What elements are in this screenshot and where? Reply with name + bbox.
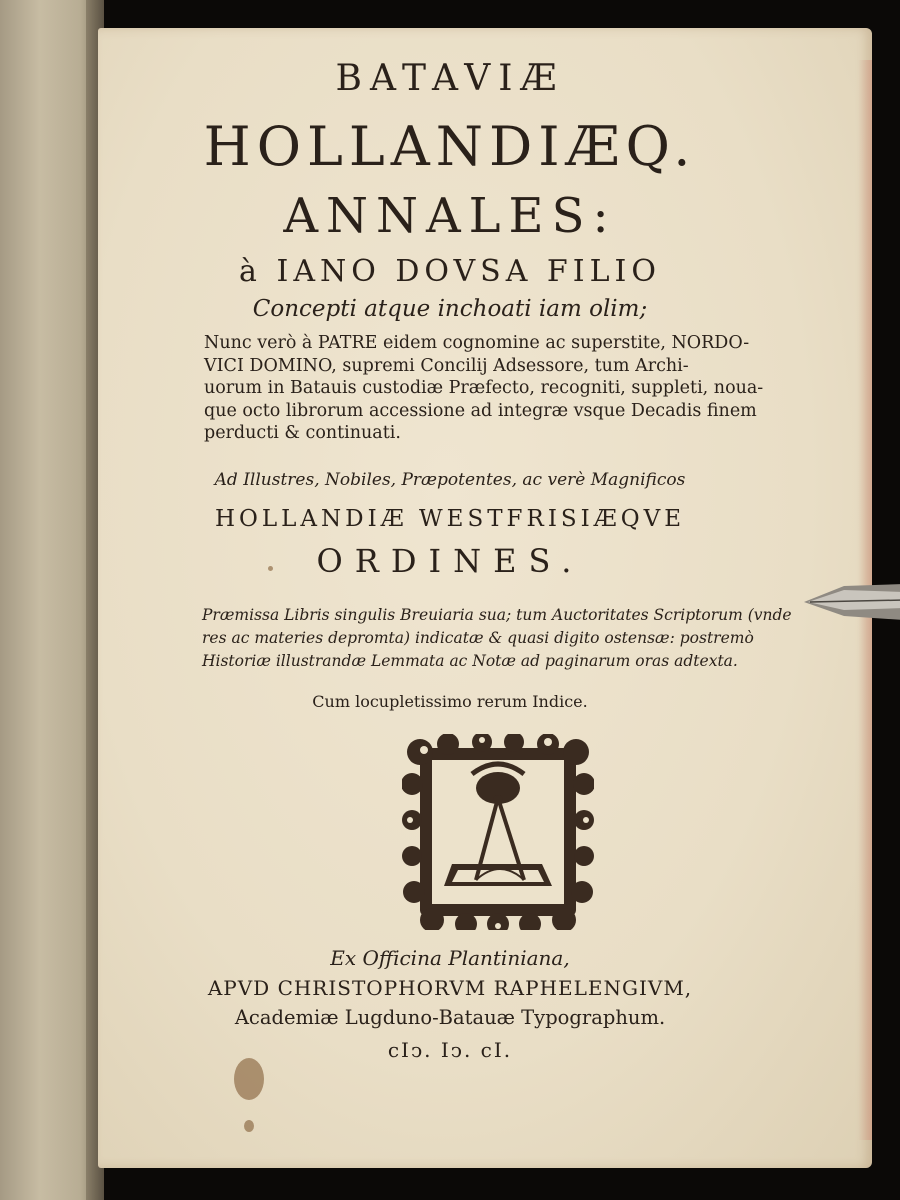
dedication-names: HOLLANDIÆ WESTFRISIÆQVE <box>214 506 686 532</box>
title-line-1: BATAVIÆ <box>335 58 565 99</box>
breviaria-line: Historiæ illustrandæ Lemmata ac Notæ ad paginarum oras adtexta. <box>202 652 738 670</box>
imprint-officina: Ex Officina Plantiniana, <box>330 946 570 970</box>
description-line: uorum in Batauis custodiæ Præfecto, recogniti, suppleti, noua- <box>204 378 764 398</box>
description-paragraph <box>204 332 804 445</box>
dedication-ordines: ORDINES. <box>316 542 584 580</box>
ink-stain <box>244 1120 254 1132</box>
description-line: VICI DOMINO, supremi Concilij Adsessore, tum Archi- <box>204 355 689 376</box>
author-line: à IANO DOVSA FILIO <box>239 254 661 289</box>
description-line: que octo librorum accessione ad integræ vsque Decadis finem <box>204 400 757 421</box>
description-line: perducti & continuati. <box>204 423 401 443</box>
breviaria-paragraph <box>202 604 802 673</box>
compass-printers-mark-icon <box>402 734 594 930</box>
description-line: Nunc verò à PATRE eidem cognomine ac superstite, NORDO- <box>204 333 750 353</box>
breviaria-line: res ac materies depromta) indicatæ & quasi digito ostensæ: postremò <box>202 629 754 647</box>
title-line-3: ANNALES: <box>283 188 617 244</box>
subtitle: Concepti atque inchoati iam olim; <box>252 296 648 322</box>
imprint-printer: APVD CHRISTOPHORVM RAPHELENGIVM, <box>207 976 693 1000</box>
imprint-academy: Academiæ Lugduno-Batauæ Typographum. <box>234 1006 666 1029</box>
imprint-date: cIↄ. Iↄ. cI. <box>387 1038 513 1062</box>
ink-stain <box>234 1058 264 1100</box>
breviaria-line: Præmissa Libris singulis Breuiaria sua; tum Auctoritates Scriptorum (vnde <box>202 606 792 624</box>
dedication-intro: Ad Illustres, Nobiles, Præpotentes, ac verè Magnificos <box>214 470 686 490</box>
title-line-2: HOLLANDIÆQ. <box>203 115 697 178</box>
index-note: Cum locupletissimo rerum Indice. <box>312 692 588 711</box>
pen-nib-icon <box>804 580 900 628</box>
